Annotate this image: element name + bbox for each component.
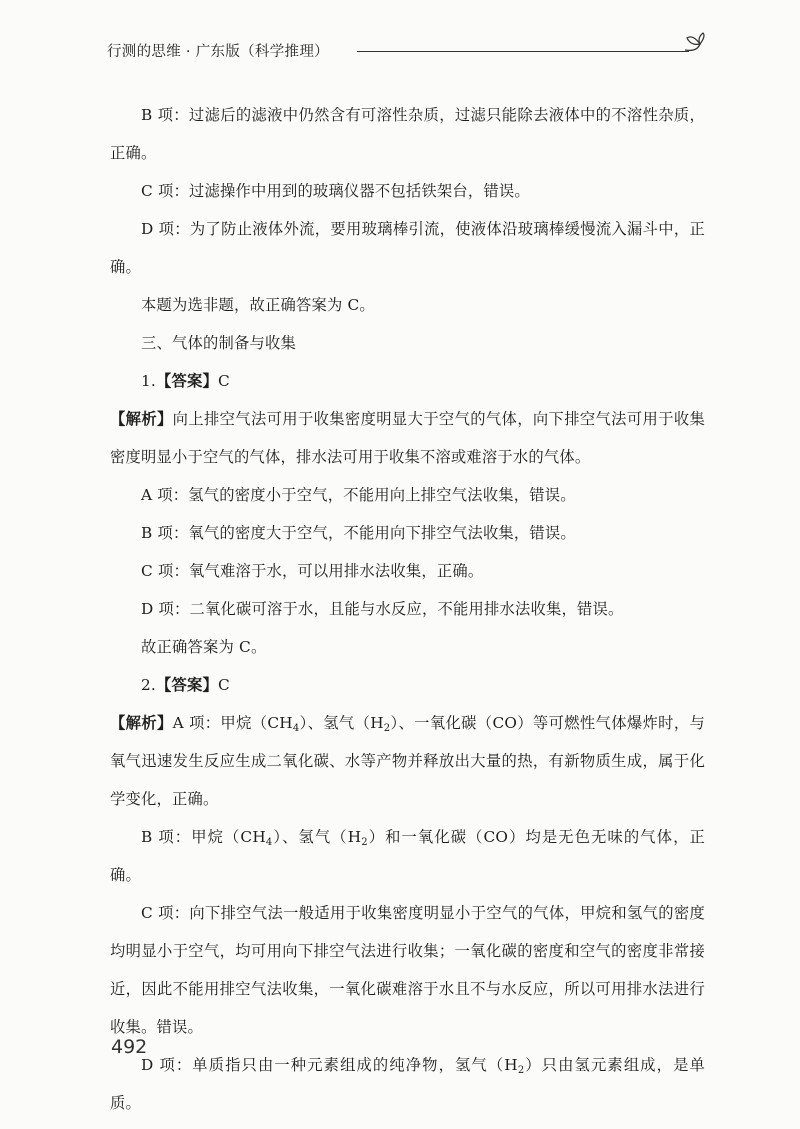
header-rule	[357, 51, 689, 52]
analysis-label: 【解析】	[110, 714, 173, 732]
paragraph-text: ）和一氧化碳（CO）均是无色无味的气体，正确。	[110, 828, 706, 884]
sprout-icon	[681, 32, 707, 62]
paragraph-d-combustion	[110, 1046, 705, 1122]
page-number: 492	[111, 1036, 148, 1058]
paragraph-b-gas: B 项：氧气的密度大于空气，不能用向下排空气法收集，错误。	[141, 524, 576, 542]
subscript: 4	[265, 837, 273, 848]
page-body	[110, 96, 705, 1122]
paragraph-c-filtration: C 项：过滤操作中用到的玻璃仪器不包括铁架台，错误。	[141, 182, 530, 200]
analysis-text: 向上排空气法可用于收集密度明显大于空气的气体，向下排空气法可用于收集密度明显小于空气的气体，排水法可用于收集不溶或难溶于水的气体。	[110, 410, 705, 466]
paragraph-text: B 项：甲烷（CH	[141, 828, 266, 846]
answer-value: C	[218, 676, 230, 694]
answer-value: C	[218, 372, 230, 390]
paragraph-text: ）、氢气（H	[272, 828, 362, 846]
paragraph-d-gas: D 项：二氧化碳可溶于水，且能与水反应，不能用排水法收集，错误。	[141, 600, 624, 618]
subscript: 2	[517, 1065, 525, 1076]
paragraph-conclusion-1: 本题为选非题，故正确答案为 C。	[141, 296, 375, 314]
analysis-text: A 项：甲烷（CH	[172, 714, 293, 732]
header-title: 行测的思维 · 广东版（科学推理）	[107, 44, 329, 60]
paragraph-c-gas: C 项：氧气难溶于水，可以用排水法收集，正确。	[141, 562, 484, 580]
analysis-text: ）、氢气（H	[299, 714, 384, 732]
paragraph-b-combustion	[110, 818, 705, 894]
question-2-answer	[110, 666, 705, 704]
paragraph-c-combustion: C 项：向下排空气法一般适用于收集密度明显小于空气的气体，甲烷和氢气的密度均明显小于空气，均可用向下排空气法进行收集；一氧化碳的密度和空气的密度非常接近，因此不能用排空气法收集，一氧化碳难溶于水且不与水反应，所以可用排水法进行收集。错误。	[110, 904, 705, 1036]
question-1-analysis	[110, 400, 705, 476]
paragraph-text: D 项：单质指只由一种元素组成的纯净物，氢气（H	[141, 1056, 518, 1074]
section-heading: 三、气体的制备与收集	[141, 334, 296, 352]
running-header	[107, 32, 707, 68]
question-number: 1.	[141, 372, 156, 390]
analysis-label: 【解析】	[110, 410, 173, 428]
analysis-text: ）、一氧化碳（CO）等可燃性气体爆炸时，与氧气迅速发生反应生成二氧化碳、水等产物并释放出大量的热，有新物质生成，属于化学变化，正确。	[110, 714, 705, 808]
subscript: 2	[361, 837, 368, 848]
paragraph-d-filtration: D 项：为了防止液体外流，要用玻璃棒引流，使液体沿玻璃棒缓慢流入漏斗中，正确。	[110, 220, 705, 276]
subscript: 4	[292, 723, 300, 734]
question-number: 2.	[141, 676, 156, 694]
paragraph-a-gas: A 项：氢气的密度小于空气，不能用向上排空气法收集，错误。	[141, 486, 576, 504]
paragraph-b-filtration: B 项：过滤后的滤液中仍然含有可溶性杂质，过滤只能除去液体中的不溶性杂质，正确。	[110, 106, 705, 162]
paragraph-conclusion-2: 故正确答案为 C。	[141, 638, 267, 656]
answer-label: 【答案】	[156, 676, 218, 694]
question-1-answer	[110, 362, 705, 400]
subscript: 2	[383, 723, 391, 734]
question-2-analysis	[110, 704, 705, 818]
paragraph-text: ）只由氢元素组成，是单质。	[110, 1056, 705, 1112]
answer-label: 【答案】	[156, 372, 218, 390]
